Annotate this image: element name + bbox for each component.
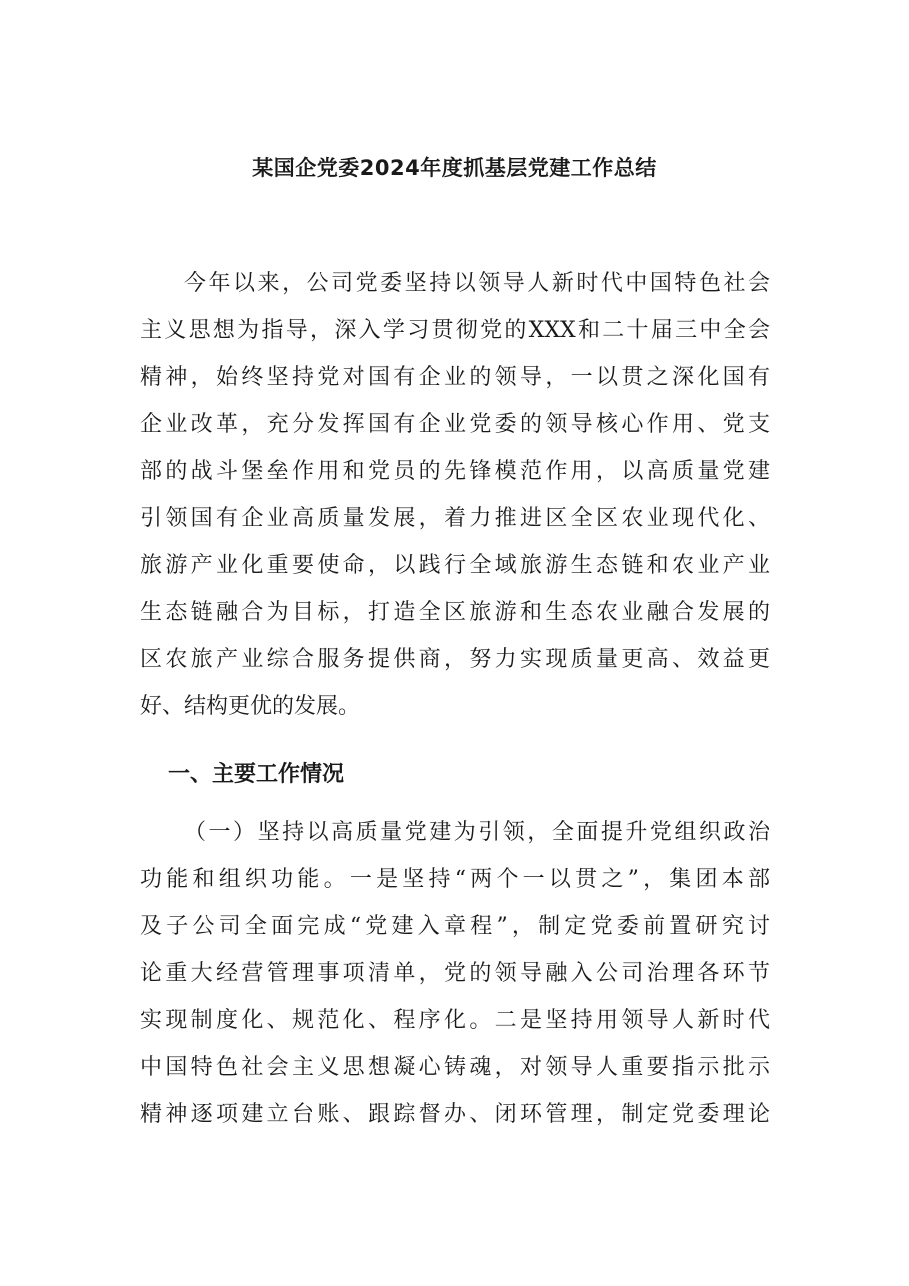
document-title: 某国企党委2024年度抓基层党建工作总结 <box>252 156 657 180</box>
section1-line: （一）坚持以高质量党建为引领，全面提升党组织政治 <box>184 820 770 845</box>
intro-line: 区农旅产业综合服务提供商，努力实现质量更高、效益更 <box>140 647 770 672</box>
section1-line: 论重大经营管理事项清单，党的领导融入公司治理各环节 <box>140 961 770 986</box>
intro-line: 今年以来，公司党委坚持以领导人新时代中国特色社会 <box>184 271 770 296</box>
intro-line: 生态链融合为目标，打造全区旅游和生态农业融合发展的 <box>140 600 770 625</box>
section1-line: 实现制度化、规范化、程序化。二是坚持用领导人新时代 <box>140 1008 770 1033</box>
intro-line: 精神，始终坚持党对国有企业的领导，一以贯之深化国有 <box>140 365 770 390</box>
intro-line: 引领国有企业高质量发展，着力推进区全区农业现代化、 <box>140 506 770 531</box>
section-heading: 一、主要工作情况 <box>168 762 345 787</box>
section1-line: 中国特色社会主义思想凝心铸魂，对领导人重要指示批示 <box>140 1055 770 1080</box>
section1-line: 功能和组织功能。一是坚持“两个一以贯之”，集团本部 <box>140 867 770 892</box>
intro-line: 部的战斗堡垒作用和党员的先锋模范作用，以高质量党建 <box>140 459 770 484</box>
intro-line: 企业改革，充分发挥国有企业党委的领导核心作用、党支 <box>140 412 770 437</box>
section1-line: 精神逐项建立台账、跟踪督办、闭环管理，制定党委理论 <box>140 1102 770 1127</box>
intro-line: 旅游产业化重要使命，以践行全域旅游生态链和农业产业 <box>140 553 770 578</box>
intro-line: 好、结构更优的发展。 <box>140 694 361 719</box>
section1-line: 及子公司全面完成“党建入章程”，制定党委前置研究讨 <box>140 914 770 939</box>
intro-line: 主义思想为指导，深入学习贯彻党的XXX和二十届三中全会 <box>140 318 770 343</box>
